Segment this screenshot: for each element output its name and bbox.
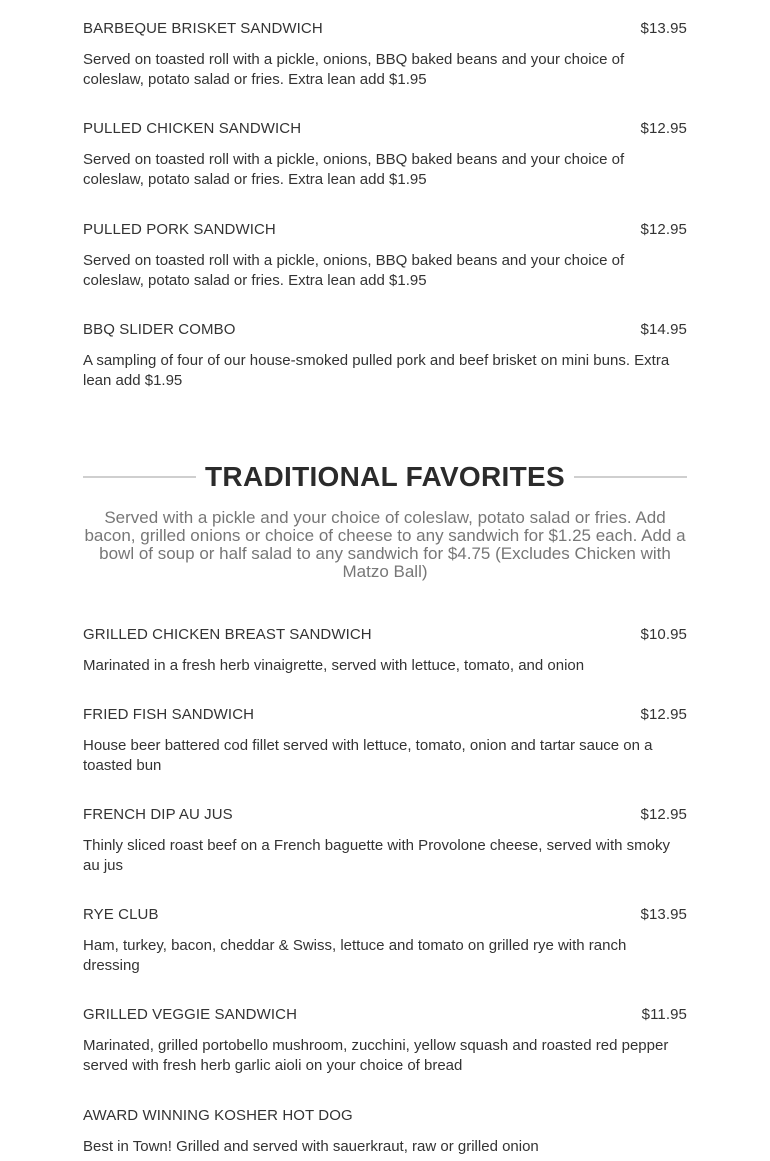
menu-item-french-dip-au-jus xyxy=(83,805,687,876)
section-divider-right xyxy=(574,476,687,478)
item-name: PULLED CHICKEN SANDWICH xyxy=(83,120,302,137)
menu-item-pulled-pork-sandwich xyxy=(83,220,687,291)
section-header-traditional-favorites xyxy=(83,459,687,495)
item-price: $12.95 xyxy=(640,706,687,723)
menu-item-grilled-veggie-sandwich xyxy=(83,1005,687,1076)
item-description: Served on toasted roll with a pickle, onions, BBQ baked beans and your choice of coleslaw, potato salad or fries. Extra lean add $1.95 xyxy=(83,252,625,289)
item-price: $10.95 xyxy=(640,626,687,643)
item-price: $12.95 xyxy=(640,806,687,823)
item-description: Marinated in a fresh herb vinaigrette, served with lettuce, tomato, and onion xyxy=(83,657,585,674)
item-name: GRILLED CHICKEN BREAST SANDWICH xyxy=(83,626,372,643)
item-price: $14.95 xyxy=(640,321,687,338)
item-name: BBQ SLIDER COMBO xyxy=(83,321,236,338)
item-description: Best in Town! Grilled and served with sauerkraut, raw or grilled onion xyxy=(83,1138,539,1155)
item-name: FRIED FISH SANDWICH xyxy=(83,706,255,723)
item-name: RYE CLUB xyxy=(83,906,159,923)
item-price: $13.95 xyxy=(640,906,687,923)
item-name: BARBEQUE BRISKET SANDWICH xyxy=(83,20,323,37)
item-name: FRENCH DIP AU JUS xyxy=(83,806,233,823)
item-description: A sampling of four of our house-smoked pulled pork and beef brisket on mini buns. Extra lean add $1.95 xyxy=(83,352,670,389)
item-price: $11.95 xyxy=(641,1006,687,1023)
menu-item-rye-club xyxy=(83,905,687,976)
item-name: GRILLED VEGGIE SANDWICH xyxy=(83,1006,298,1023)
item-description: Ham, turkey, bacon, cheddar & Swiss, lettuce and tomato on grilled rye with ranch dressing xyxy=(83,937,627,974)
menu-item-award-winning-kosher-hot-dog xyxy=(83,1106,687,1157)
menu-item-pulled-chicken-sandwich xyxy=(83,119,687,190)
item-description: House beer battered cod fillet served with lettuce, tomato, onion and tartar sauce on a toasted bun xyxy=(83,737,653,774)
menu-item-barbeque-brisket-sandwich xyxy=(83,19,687,90)
item-price: $12.95 xyxy=(640,221,687,238)
menu-item-grilled-chicken-breast-sandwich xyxy=(83,625,687,676)
menu-item-fried-fish-sandwich xyxy=(83,705,687,776)
item-description: Marinated, grilled portobello mushroom, zucchini, yellow squash and roasted red pepper served with fresh herb garlic aioli on your choice of bread xyxy=(83,1037,669,1074)
item-description: Served on toasted roll with a pickle, onions, BBQ baked beans and your choice of coleslaw, potato salad or fries. Extra lean add $1.95 xyxy=(83,151,625,188)
item-description: Served on toasted roll with a pickle, onions, BBQ baked beans and your choice of coleslaw, potato salad or fries. Extra lean add $1.95 xyxy=(83,51,625,88)
section-divider-left xyxy=(83,476,196,478)
item-name: PULLED PORK SANDWICH xyxy=(83,221,276,238)
item-price: $12.95 xyxy=(640,120,687,137)
section-note: Served with a pickle and your choice of coleslaw, potato salad or fries. Add bacon, grilled onions or choice of cheese to any sandwich for $1.25 each. Add a bowl of soup or half salad to any sandwich for $4.75 (Excludes Chicken with Matzo Ball) xyxy=(84,508,686,581)
item-description: Thinly sliced roast beef on a French baguette with Provolone cheese, served with smoky au jus xyxy=(83,837,670,874)
menu-item-bbq-slider-combo xyxy=(83,320,687,391)
item-name: AWARD WINNING KOSHER HOT DOG xyxy=(83,1107,353,1124)
section-title: TRADITIONAL FAVORITES xyxy=(205,461,565,492)
item-price: $13.95 xyxy=(640,20,687,37)
